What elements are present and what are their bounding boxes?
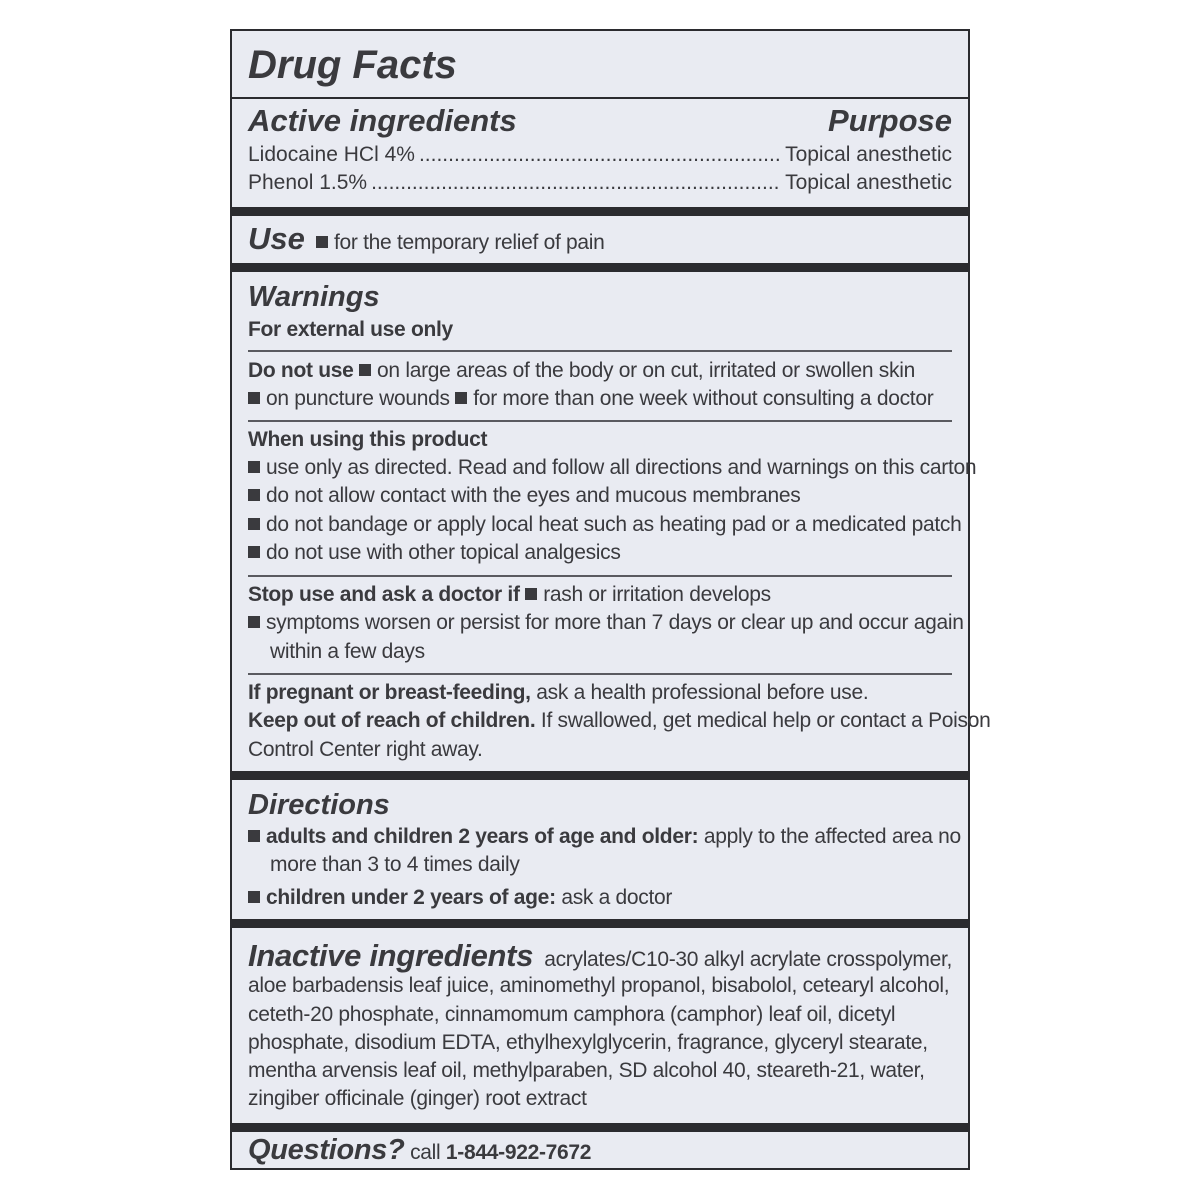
bullet-square-icon [248,891,260,903]
inactive-text: zingiber officinale (ginger) root extract [248,1087,587,1110]
do-not-use-text: on puncture wounds [266,387,450,410]
bullet-square-icon [248,461,260,473]
when-using-text: do not bandage or apply local heat such as heating pad or a medicated patch [266,513,962,536]
thin-divider [248,350,952,352]
inactive-text: phosphate, disodium EDTA, ethylhexylglycerin, fragrance, glyceryl stearate, [248,1031,928,1054]
when-using-item [248,482,800,510]
inactive-text: mentha arvensis leaf oil, methylparaben, SD alcohol 40, steareth-21, water, [248,1059,925,1082]
section-divider [232,207,968,216]
stop-use-text: within a few days [270,640,425,663]
stop-use-text: symptoms worsen or persist for more than 7 days or clear up and occur again [266,611,964,634]
adults-text: more than 3 to 4 times daily [270,853,520,876]
call-text: call [410,1141,441,1164]
when-using-text: do not allow contact with the eyes and mucous membranes [266,484,801,507]
bullet-square-icon [248,616,260,628]
divider [232,97,968,99]
pregnant-line [248,679,868,707]
when-using-item [248,539,621,567]
when-using-item [248,454,976,482]
do-not-use-text: on large areas of the body or on cut, irritated or swollen skin [377,359,915,382]
use-text-line [316,229,605,257]
when-using-text: use only as directed. Read and follow all directions and warnings on this carton [266,456,977,479]
adults-label: adults and children 2 years of age and older: [266,825,699,848]
leader-dots [371,169,781,197]
keep-out-text: Control Center right away. [248,738,483,761]
keep-out-label: Keep out of reach of children. [248,709,536,732]
drug-facts-panel [230,29,991,1170]
do-not-use-line [248,385,933,413]
bullet-square-icon [525,588,537,600]
directions-line [248,823,961,851]
questions-line [248,1132,591,1171]
inactive-heading: Inactive ingredients [248,938,534,973]
directions-line [248,884,672,912]
children-label: children under 2 years of age: [266,886,556,909]
bullet-square-icon [248,392,260,404]
external-use-text: For external use only [248,318,453,341]
warnings-heading: Warnings [248,281,380,313]
directions-heading: Directions [248,789,390,821]
leader-dots [419,141,781,169]
bullet-square-icon [455,392,467,404]
purpose-heading: Purpose [827,103,952,138]
inactive-text: aloe barbadensis leaf juice, aminomethyl propanol, bisabolol, cetearyl alcohol, [248,974,950,997]
bullet-square-icon [248,546,260,558]
bullet-square-icon [359,364,371,376]
when-using-label: When using this product [248,428,488,451]
ingredient-purpose: Topical anesthetic [785,171,952,194]
inactive-text: ceteth-20 phosphate, cinnamomum camphora (camphor) leaf oil, dicetyl [248,1003,896,1026]
active-ingredients-heading: Active ingredients [248,103,517,138]
bullet-square-icon [248,489,260,501]
pregnant-label: If pregnant or breast-feeding, [248,681,531,704]
inactive-text: acrylates/C10-30 alkyl acrylate crosspolymer, [544,948,953,971]
pregnant-text: ask a health professional before use. [536,681,869,704]
keep-out-line [248,707,991,735]
questions-heading: Questions? [248,1134,405,1166]
section-divider [232,1123,968,1132]
section-divider [232,263,968,272]
thin-divider [248,575,952,577]
use-heading: Use [248,221,305,256]
keep-out-text: If swallowed, get medical help or contact a Poison [540,709,991,732]
ingredient-name: Lidocaine HCl 4% [248,143,415,166]
do-not-use-line [248,357,915,385]
stop-use-label: Stop use and ask a doctor if [248,583,520,606]
section-divider [232,771,968,780]
ingredient-purpose: Topical anesthetic [785,143,952,166]
bullet-square-icon [316,236,328,248]
bullet-square-icon [248,830,260,842]
stop-use-line [248,581,771,609]
section-divider [232,919,968,928]
children-text: ask a doctor [561,886,673,909]
adults-text: apply to the affected area no [703,825,961,848]
drug-facts-title: Drug Facts [248,43,457,87]
stop-use-text: rash or irritation develops [543,583,771,606]
stop-use-line [248,609,964,637]
active-row [248,169,952,197]
ingredient-name: Phenol 1.5% [248,171,368,194]
do-not-use-label: Do not use [248,359,354,382]
active-row [248,141,952,169]
when-using-item [248,511,962,539]
thin-divider [248,420,952,422]
when-using-text: do not use with other topical analgesics [266,541,621,564]
bullet-square-icon [248,518,260,530]
use-text: for the temporary relief of pain [334,231,605,254]
thin-divider [248,673,952,675]
phone-number: 1-844-922-7672 [445,1141,592,1164]
do-not-use-text: for more than one week without consulting a doctor [473,387,934,410]
